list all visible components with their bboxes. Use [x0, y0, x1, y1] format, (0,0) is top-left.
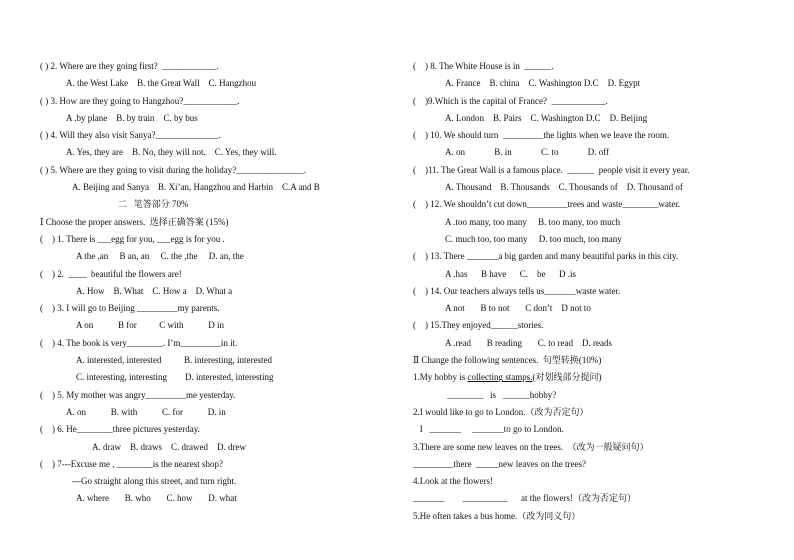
choice-14-stem: ( ) 14. Our teachers always tells us_______waste water.	[413, 285, 621, 296]
choice-1-options: A the ,an B an, an C. the ,the D. an, the	[76, 251, 244, 262]
choice-14-options: A not B to not C don’t D not to	[445, 303, 591, 314]
right-column	[413, 58, 753, 525]
choice-15-options: A .read B reading C. to read D. reads	[445, 337, 612, 348]
choice-13-stem: ( ) 13. There _______a big garden and many beautiful parks in this city.	[413, 251, 679, 262]
choice-1-stem: ( ) 1. There is ___egg for you, ___egg is for you .	[40, 233, 225, 244]
choice-10-options: A. on B. in C. to D. off	[445, 147, 610, 158]
choice-7-options: A. where B. who C. how D. what	[76, 493, 237, 504]
transform-2-answer: I _______ _______to go to London.	[413, 424, 564, 435]
choice-12-options-cd: C. much too, too many D. too much, too many	[445, 233, 622, 244]
question-5-stem: ( ) 5. Where are they going to visit during the holiday?_______________.	[40, 164, 307, 175]
choice-8-stem: ( ) 8. The White House is in ______.	[413, 61, 554, 71]
choice-6-options: A. draw B. draws C. drawed D. drew	[92, 441, 246, 452]
choice-10-stem: ( ) 10. We should turn _________the lights when we leave the room.	[413, 130, 670, 141]
transform-3-stem: 3.There are some new leaves on the trees. （改为一般疑问句）	[413, 441, 649, 452]
question-3-stem: ( ) 3. How are they going to Hangzhou?____________.	[40, 95, 240, 106]
choice-7-stem: ( ) 7---Excuse me , ________is the nearest shop?	[40, 458, 223, 469]
choice-3-options: A on B for C with D in	[76, 320, 225, 331]
section-1-title: Ⅰ Choose the proper answers. 选择正确答案 (15%)	[40, 216, 229, 227]
choice-4-stem: ( ) 4. The book is very________. I’m_________in it.	[40, 337, 238, 348]
question-4-stem: ( ) 4. Will they also visit Sanya?______________.	[40, 130, 221, 141]
transform-4-answer: _______ __________ at the flowers!（改为否定句）	[413, 493, 636, 504]
question-4-options: A. Yes, they are B. No, they will not. C. Yes, they will.	[66, 147, 277, 158]
choice-7-dialogue: ---Go straight along this street, and turn right.	[72, 476, 237, 487]
choice-3-stem: ( ) 3. I will go to Beijing _________my parents.	[40, 303, 220, 314]
choice-9-stem: ( )9.Which is the capital of France? ____________.	[413, 95, 608, 106]
choice-6-stem: ( ) 6. He________three pictures yesterday.	[40, 424, 200, 435]
question-2-stem: ( ) 2. Where are they going first? ____________.	[40, 61, 219, 71]
transform-3-answer: _________there _____new leaves on the trees?	[413, 458, 586, 469]
transform-1-answer: ________ is ______hobby?	[445, 389, 557, 400]
question-3-options: A .by plane B. by train C. by bus	[66, 112, 198, 123]
choice-2-stem: ( ) 2. ____ beautiful the flowers are!	[40, 268, 182, 279]
choice-11-stem: ( )11. The Great Wall is a famous place. ______ people visit it every year.	[413, 164, 690, 175]
question-5-options: A. Beijing and Sanya B. Xi’an, Hangzhou and Harbin C.A and B	[72, 182, 320, 193]
transform-1-underlined: collecting stamps.	[467, 372, 533, 383]
left-column	[40, 58, 376, 508]
section-2-title: Ⅱ Change the following sentences. 句型转换(10%)	[413, 355, 602, 366]
choice-12-stem: ( ) 12. We shouldn’t cut down_________trees and waste________water.	[413, 199, 681, 210]
choice-13-options: A .has B have C. be D .is	[445, 268, 576, 279]
choice-9-options: A. London B. Pairs C. Washington D.C D. Beijing	[445, 112, 648, 123]
transform-5-stem: 5.He often takes a bus home.（改为同义句）	[413, 510, 581, 521]
transform-2-stem: 2.I would like to go to London.（改为否定句）	[413, 406, 589, 417]
choice-4-options-ab: A. interested, interested B. interesting, interested	[76, 355, 272, 366]
transform-1-stem	[413, 369, 753, 386]
choice-11-options: A. Thousand B. Thousands C. Thousands of D. Thousand of	[445, 182, 683, 193]
section-heading-written: 二 笔答部分 70%	[118, 199, 189, 210]
choice-15-stem: ( ) 15.They enjoyed______stories.	[413, 320, 544, 331]
transform-1-prefix: 1.My hobby is	[413, 372, 468, 383]
choice-5-stem: ( ) 5. My mother was angry_________me yesterday.	[40, 389, 236, 400]
choice-12-options-ab: A .too many, too many B. too many, too much	[445, 216, 621, 227]
question-2-options: A. the West Lake B. the Great Wall C. Hangzhou	[66, 78, 257, 89]
choice-4-options-cd: C. interesting, interesting D. interested, interesting	[76, 372, 274, 383]
choice-2-options: A. How B. What C. How a D. What a	[76, 285, 233, 296]
transform-4-stem: 4.Look at the flowers!	[413, 476, 493, 487]
choice-5-options: A. on B. with C. for D. in	[66, 406, 226, 417]
choice-8-options: A. France B. china C. Washington D.C D. Egypt	[445, 78, 641, 89]
transform-1-instruction: (对划线部分提问)	[532, 372, 602, 383]
